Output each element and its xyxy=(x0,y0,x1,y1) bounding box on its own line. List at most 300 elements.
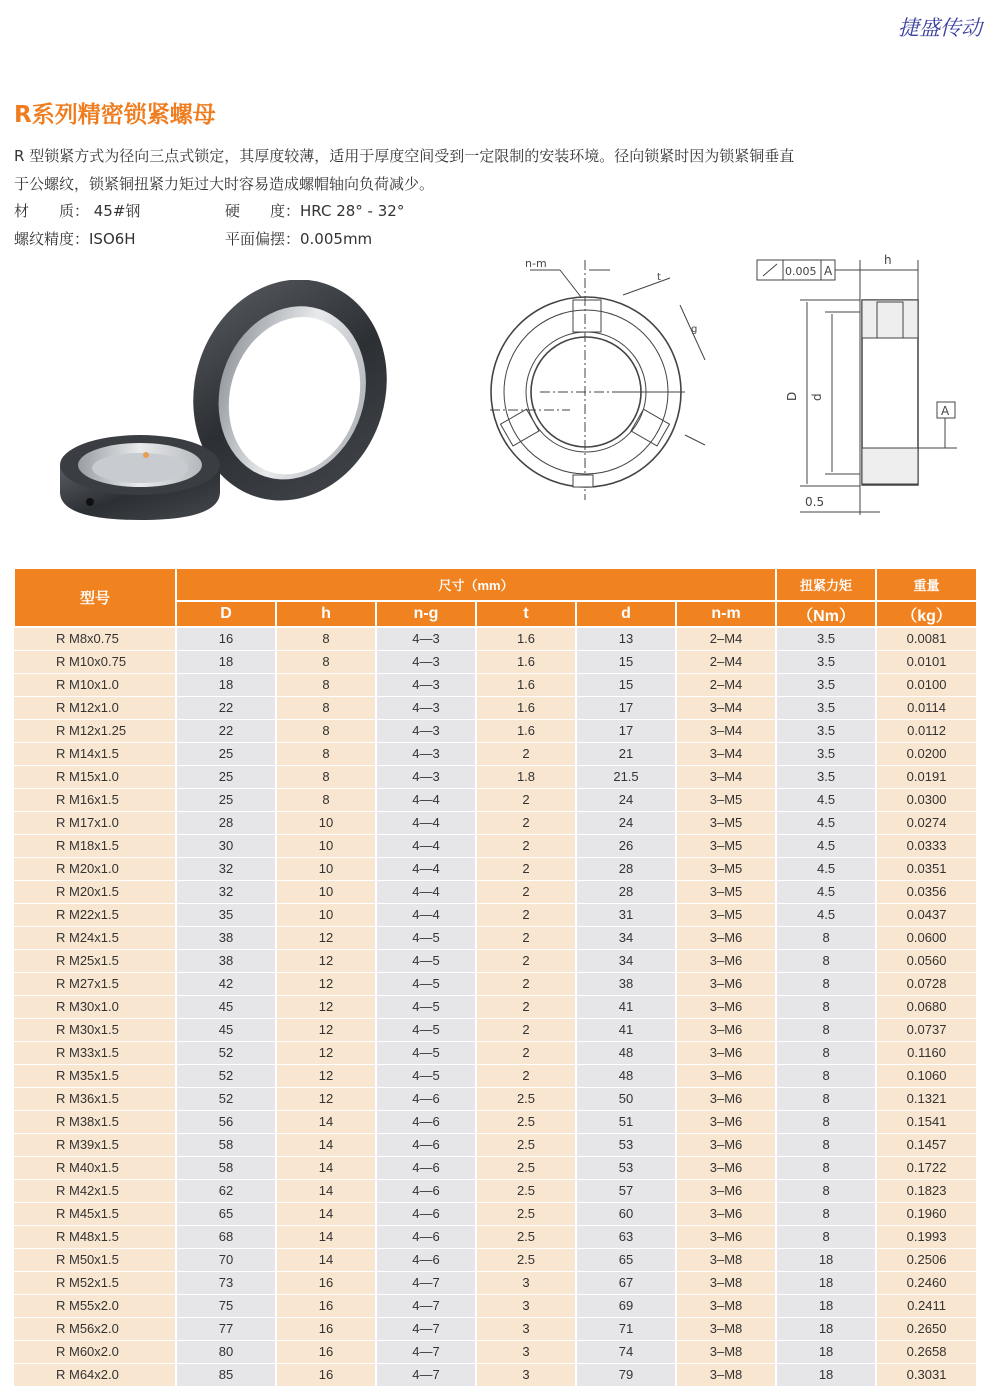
cell-t: 2.5 xyxy=(476,1156,576,1179)
cell-weight: 0.0081 xyxy=(876,627,977,650)
cell-torque: 8 xyxy=(776,1018,876,1041)
cell-d: 31 xyxy=(576,903,676,926)
cell-model: R M55x2.0 xyxy=(14,1294,176,1317)
cell-torque: 4.5 xyxy=(776,857,876,880)
cell-h: 8 xyxy=(276,788,376,811)
cell-h: 12 xyxy=(276,949,376,972)
label-g: g xyxy=(691,324,698,335)
cell-weight: 0.1993 xyxy=(876,1225,977,1248)
cell-d: 28 xyxy=(576,880,676,903)
table-row xyxy=(14,1133,977,1156)
cell-t: 3 xyxy=(476,1271,576,1294)
cell-h: 12 xyxy=(276,926,376,949)
cell-d: 51 xyxy=(576,1110,676,1133)
cell-model: R M35x1.5 xyxy=(14,1064,176,1087)
cell-D: 18 xyxy=(176,673,276,696)
cell-ng: 4—6 xyxy=(376,1202,476,1225)
cell-h: 12 xyxy=(276,1041,376,1064)
cell-torque: 8 xyxy=(776,972,876,995)
cell-ng: 4—4 xyxy=(376,788,476,811)
cell-torque: 3.5 xyxy=(776,742,876,765)
cell-d: 13 xyxy=(576,627,676,650)
cell-torque: 8 xyxy=(776,1202,876,1225)
cell-model: R M14x1.5 xyxy=(14,742,176,765)
cell-ng: 4—3 xyxy=(376,742,476,765)
cell-ng: 4—5 xyxy=(376,1064,476,1087)
cell-t: 2 xyxy=(476,834,576,857)
cell-ng: 4—4 xyxy=(376,811,476,834)
table-body xyxy=(14,627,977,1386)
cell-torque: 8 xyxy=(776,1179,876,1202)
header-model: 型号 xyxy=(14,568,176,627)
cell-model: R M12x1.0 xyxy=(14,696,176,719)
cell-D: 45 xyxy=(176,995,276,1018)
cell-nm: 2–M4 xyxy=(676,650,776,673)
cell-weight: 0.0100 xyxy=(876,673,977,696)
cell-weight: 0.0680 xyxy=(876,995,977,1018)
brand-logo-text: 捷盛传动 xyxy=(898,16,982,40)
cell-ng: 4—3 xyxy=(376,696,476,719)
table-row xyxy=(14,696,977,719)
cell-t: 3 xyxy=(476,1340,576,1363)
cell-t: 1.6 xyxy=(476,696,576,719)
cell-model: R M8x0.75 xyxy=(14,627,176,650)
cell-model: R M56x2.0 xyxy=(14,1317,176,1340)
cell-torque: 4.5 xyxy=(776,834,876,857)
cell-h: 12 xyxy=(276,995,376,1018)
cell-weight: 0.0274 xyxy=(876,811,977,834)
cell-d: 50 xyxy=(576,1087,676,1110)
cell-D: 32 xyxy=(176,857,276,880)
header-nm: n-m xyxy=(676,601,776,627)
cell-nm: 3–M6 xyxy=(676,1179,776,1202)
cell-weight: 0.0200 xyxy=(876,742,977,765)
cell-D: 75 xyxy=(176,1294,276,1317)
cell-d: 79 xyxy=(576,1363,676,1386)
cell-model: R M64x2.0 xyxy=(14,1363,176,1386)
header-ng: n-g xyxy=(376,601,476,627)
table-row xyxy=(14,788,977,811)
cell-ng: 4—6 xyxy=(376,1087,476,1110)
cell-nm: 3–M8 xyxy=(676,1248,776,1271)
label-nm: n-m xyxy=(525,257,547,270)
table-row xyxy=(14,926,977,949)
cell-d: 24 xyxy=(576,788,676,811)
description-line-2: 于公螺纹，锁紧铜扭紧力矩过大时容易造成螺帽轴向负荷减少。 xyxy=(14,175,435,193)
cell-d: 48 xyxy=(576,1041,676,1064)
cell-weight: 0.1722 xyxy=(876,1156,977,1179)
cell-h: 8 xyxy=(276,650,376,673)
cell-ng: 4—6 xyxy=(376,1110,476,1133)
cell-weight: 0.2411 xyxy=(876,1294,977,1317)
table-row xyxy=(14,627,977,650)
cell-nm: 3–M8 xyxy=(676,1340,776,1363)
table-row xyxy=(14,765,977,788)
cell-h: 14 xyxy=(276,1179,376,1202)
table-row xyxy=(14,1248,977,1271)
cell-t: 2.5 xyxy=(476,1087,576,1110)
cell-nm: 2–M4 xyxy=(676,627,776,650)
header-weight: 重量 xyxy=(876,568,977,601)
table-row xyxy=(14,1018,977,1041)
cell-torque: 8 xyxy=(776,995,876,1018)
cell-h: 8 xyxy=(276,719,376,742)
spec-flatness: 平面偏摆：0.005mm xyxy=(225,230,373,248)
cell-h: 10 xyxy=(276,834,376,857)
label-t: t xyxy=(657,272,661,283)
table-row xyxy=(14,1317,977,1340)
cell-model: R M10x0.75 xyxy=(14,650,176,673)
cell-weight: 0.1541 xyxy=(876,1110,977,1133)
cell-D: 45 xyxy=(176,1018,276,1041)
cell-h: 12 xyxy=(276,1018,376,1041)
cell-h: 8 xyxy=(276,627,376,650)
cell-weight: 0.0191 xyxy=(876,765,977,788)
table-row xyxy=(14,1064,977,1087)
cell-t: 2 xyxy=(476,880,576,903)
cell-weight: 0.0351 xyxy=(876,857,977,880)
table-row xyxy=(14,995,977,1018)
table-row xyxy=(14,834,977,857)
cell-D: 16 xyxy=(176,627,276,650)
cell-weight: 0.0600 xyxy=(876,926,977,949)
cell-ng: 4—3 xyxy=(376,673,476,696)
cell-t: 2.5 xyxy=(476,1225,576,1248)
table-row xyxy=(14,903,977,926)
header-torque-unit: （Nm） xyxy=(776,601,876,627)
front-view-drawing xyxy=(485,250,730,510)
cell-torque: 8 xyxy=(776,1133,876,1156)
cell-D: 28 xyxy=(176,811,276,834)
cell-torque: 3.5 xyxy=(776,696,876,719)
label-datum-a: A xyxy=(824,264,833,278)
cell-ng: 4—3 xyxy=(376,650,476,673)
cell-D: 22 xyxy=(176,696,276,719)
cell-h: 8 xyxy=(276,742,376,765)
description xyxy=(14,142,914,198)
cell-model: R M20x1.0 xyxy=(14,857,176,880)
label-datum-a-2: A xyxy=(941,404,950,418)
cell-weight: 0.0112 xyxy=(876,719,977,742)
cell-model: R M18x1.5 xyxy=(14,834,176,857)
cell-h: 16 xyxy=(276,1317,376,1340)
cell-nm: 3–M6 xyxy=(676,995,776,1018)
cell-nm: 3–M8 xyxy=(676,1271,776,1294)
cell-nm: 3–M5 xyxy=(676,880,776,903)
spec-row-1 xyxy=(14,200,405,221)
cell-h: 14 xyxy=(276,1110,376,1133)
cell-d: 21.5 xyxy=(576,765,676,788)
cell-model: R M20x1.5 xyxy=(14,880,176,903)
table-row xyxy=(14,880,977,903)
cell-nm: 3–M8 xyxy=(676,1317,776,1340)
cell-torque: 3.5 xyxy=(776,765,876,788)
cell-h: 12 xyxy=(276,972,376,995)
spec-hardness: 硬 度：HRC 28° - 32° xyxy=(225,202,405,220)
cell-D: 73 xyxy=(176,1271,276,1294)
cell-d: 74 xyxy=(576,1340,676,1363)
cell-D: 85 xyxy=(176,1363,276,1386)
cell-d: 41 xyxy=(576,995,676,1018)
cell-model: R M45x1.5 xyxy=(14,1202,176,1225)
cell-D: 62 xyxy=(176,1179,276,1202)
cell-torque: 4.5 xyxy=(776,811,876,834)
cell-weight: 0.1060 xyxy=(876,1064,977,1087)
cell-h: 10 xyxy=(276,857,376,880)
cell-nm: 3–M5 xyxy=(676,857,776,880)
table-row xyxy=(14,742,977,765)
cell-D: 58 xyxy=(176,1133,276,1156)
cell-d: 69 xyxy=(576,1294,676,1317)
cell-t: 3 xyxy=(476,1363,576,1386)
cell-ng: 4—5 xyxy=(376,1041,476,1064)
cell-weight: 0.0737 xyxy=(876,1018,977,1041)
cell-d: 60 xyxy=(576,1202,676,1225)
table-row xyxy=(14,719,977,742)
cell-h: 10 xyxy=(276,903,376,926)
cell-model: R M17x1.0 xyxy=(14,811,176,834)
cell-h: 14 xyxy=(276,1225,376,1248)
cell-weight: 0.1160 xyxy=(876,1041,977,1064)
cell-t: 2 xyxy=(476,857,576,880)
cell-torque: 8 xyxy=(776,1225,876,1248)
table-row xyxy=(14,949,977,972)
flat-nut xyxy=(60,435,220,520)
cell-nm: 3–M4 xyxy=(676,765,776,788)
label-h: h xyxy=(884,253,892,267)
cell-t: 2 xyxy=(476,949,576,972)
cell-weight: 0.0300 xyxy=(876,788,977,811)
cell-nm: 3–M5 xyxy=(676,834,776,857)
header-weight-unit: （kg） xyxy=(876,601,977,627)
cell-torque: 8 xyxy=(776,1156,876,1179)
cell-h: 16 xyxy=(276,1363,376,1386)
cell-D: 52 xyxy=(176,1064,276,1087)
cell-D: 52 xyxy=(176,1087,276,1110)
cell-model: R M12x1.25 xyxy=(14,719,176,742)
table-row xyxy=(14,1340,977,1363)
cell-ng: 4—5 xyxy=(376,1018,476,1041)
cell-D: 25 xyxy=(176,742,276,765)
cell-ng: 4—4 xyxy=(376,857,476,880)
cell-D: 52 xyxy=(176,1041,276,1064)
cell-weight: 0.2658 xyxy=(876,1340,977,1363)
cell-torque: 4.5 xyxy=(776,903,876,926)
cell-t: 1.8 xyxy=(476,765,576,788)
cell-nm: 3–M6 xyxy=(676,972,776,995)
cell-ng: 4—7 xyxy=(376,1340,476,1363)
description-line-1: R 型锁紧方式为径向三点式锁定，其厚度较薄，适用于厚度空间受到一定限制的安装环境。径向锁紧时因为锁紧铜垂直 xyxy=(14,147,795,165)
cell-h: 16 xyxy=(276,1340,376,1363)
cell-D: 38 xyxy=(176,926,276,949)
cell-d: 67 xyxy=(576,1271,676,1294)
cell-t: 2 xyxy=(476,788,576,811)
page-title: R系列精密锁紧螺母 xyxy=(14,102,216,128)
cell-nm: 3–M6 xyxy=(676,1018,776,1041)
cell-ng: 4—7 xyxy=(376,1294,476,1317)
cell-d: 28 xyxy=(576,857,676,880)
cell-D: 18 xyxy=(176,650,276,673)
cell-t: 2 xyxy=(476,742,576,765)
cell-weight: 0.0356 xyxy=(876,880,977,903)
cell-t: 2.5 xyxy=(476,1179,576,1202)
label-D: D xyxy=(785,391,799,401)
cell-d: 26 xyxy=(576,834,676,857)
cell-model: R M33x1.5 xyxy=(14,1041,176,1064)
spec-material: 材 质： 45#钢 xyxy=(14,202,141,220)
cell-nm: 3–M4 xyxy=(676,696,776,719)
cell-torque: 18 xyxy=(776,1271,876,1294)
spec-table xyxy=(13,567,978,1387)
cell-ng: 4—3 xyxy=(376,719,476,742)
cell-h: 12 xyxy=(276,1064,376,1087)
cell-torque: 8 xyxy=(776,949,876,972)
cell-weight: 0.0728 xyxy=(876,972,977,995)
cell-torque: 8 xyxy=(776,1064,876,1087)
product-photo xyxy=(50,280,400,525)
cell-d: 71 xyxy=(576,1317,676,1340)
cell-d: 34 xyxy=(576,926,676,949)
cell-d: 53 xyxy=(576,1156,676,1179)
cell-model: R M22x1.5 xyxy=(14,903,176,926)
cell-d: 17 xyxy=(576,719,676,742)
cell-model: R M40x1.5 xyxy=(14,1156,176,1179)
cell-nm: 2–M4 xyxy=(676,673,776,696)
cell-ng: 4—6 xyxy=(376,1133,476,1156)
cell-D: 25 xyxy=(176,788,276,811)
table-row xyxy=(14,1202,977,1225)
header-h: h xyxy=(276,601,376,627)
cell-nm: 3–M6 xyxy=(676,1202,776,1225)
cell-d: 57 xyxy=(576,1179,676,1202)
cell-h: 8 xyxy=(276,696,376,719)
cell-torque: 18 xyxy=(776,1294,876,1317)
cell-nm: 3–M8 xyxy=(676,1363,776,1386)
cell-D: 68 xyxy=(176,1225,276,1248)
cell-nm: 3–M6 xyxy=(676,1087,776,1110)
cell-D: 25 xyxy=(176,765,276,788)
cell-weight: 0.1960 xyxy=(876,1202,977,1225)
cell-D: 80 xyxy=(176,1340,276,1363)
cell-torque: 3.5 xyxy=(776,719,876,742)
cell-t: 2 xyxy=(476,1064,576,1087)
cell-t: 2.5 xyxy=(476,1110,576,1133)
cell-weight: 0.0560 xyxy=(876,949,977,972)
cell-weight: 0.0114 xyxy=(876,696,977,719)
cell-t: 2.5 xyxy=(476,1202,576,1225)
cell-model: R M10x1.0 xyxy=(14,673,176,696)
cell-weight: 0.2460 xyxy=(876,1271,977,1294)
cell-ng: 4—5 xyxy=(376,949,476,972)
cell-nm: 3–M6 xyxy=(676,1156,776,1179)
cell-d: 48 xyxy=(576,1064,676,1087)
cell-model: R M15x1.0 xyxy=(14,765,176,788)
table-row xyxy=(14,673,977,696)
table-row xyxy=(14,972,977,995)
cell-D: 77 xyxy=(176,1317,276,1340)
cell-torque: 4.5 xyxy=(776,880,876,903)
table-row xyxy=(14,1271,977,1294)
cell-model: R M16x1.5 xyxy=(14,788,176,811)
table-row xyxy=(14,1041,977,1064)
cell-t: 1.6 xyxy=(476,719,576,742)
cell-ng: 4—7 xyxy=(376,1363,476,1386)
table-row xyxy=(14,857,977,880)
cell-h: 14 xyxy=(276,1248,376,1271)
cell-d: 17 xyxy=(576,696,676,719)
spec-thread-precision: 螺纹精度：ISO6H xyxy=(14,230,136,248)
cell-weight: 0.1457 xyxy=(876,1133,977,1156)
cell-weight: 0.2506 xyxy=(876,1248,977,1271)
cell-nm: 3–M6 xyxy=(676,1133,776,1156)
header-D: D xyxy=(176,601,276,627)
cell-D: 70 xyxy=(176,1248,276,1271)
cell-t: 2 xyxy=(476,995,576,1018)
cell-torque: 8 xyxy=(776,1087,876,1110)
cell-model: R M42x1.5 xyxy=(14,1179,176,1202)
cell-model: R M25x1.5 xyxy=(14,949,176,972)
table-row xyxy=(14,811,977,834)
cell-h: 10 xyxy=(276,811,376,834)
cell-torque: 3.5 xyxy=(776,650,876,673)
cell-nm: 3–M5 xyxy=(676,788,776,811)
cell-t: 2 xyxy=(476,972,576,995)
cell-D: 58 xyxy=(176,1156,276,1179)
cell-h: 8 xyxy=(276,673,376,696)
cell-t: 3 xyxy=(476,1294,576,1317)
cell-model: R M27x1.5 xyxy=(14,972,176,995)
cell-model: R M30x1.0 xyxy=(14,995,176,1018)
cell-nm: 3–M5 xyxy=(676,811,776,834)
cell-ng: 4—6 xyxy=(376,1248,476,1271)
cell-torque: 18 xyxy=(776,1317,876,1340)
cell-D: 35 xyxy=(176,903,276,926)
cell-h: 12 xyxy=(276,1087,376,1110)
cell-D: 65 xyxy=(176,1202,276,1225)
table-row xyxy=(14,1110,977,1133)
cell-h: 16 xyxy=(276,1271,376,1294)
header-d: d xyxy=(576,601,676,627)
cell-d: 24 xyxy=(576,811,676,834)
cell-model: R M36x1.5 xyxy=(14,1087,176,1110)
table-row xyxy=(14,1363,977,1386)
cell-ng: 4—7 xyxy=(376,1317,476,1340)
table-row xyxy=(14,1225,977,1248)
cell-model: R M50x1.5 xyxy=(14,1248,176,1271)
header-dimensions: 尺寸（mm） xyxy=(176,568,776,601)
cell-h: 10 xyxy=(276,880,376,903)
cell-t: 1.6 xyxy=(476,650,576,673)
cell-torque: 18 xyxy=(776,1248,876,1271)
cell-h: 14 xyxy=(276,1133,376,1156)
cell-D: 56 xyxy=(176,1110,276,1133)
table-row xyxy=(14,1179,977,1202)
cell-torque: 3.5 xyxy=(776,627,876,650)
cell-ng: 4—5 xyxy=(376,972,476,995)
cell-d: 41 xyxy=(576,1018,676,1041)
cell-t: 2.5 xyxy=(476,1133,576,1156)
cell-model: R M52x1.5 xyxy=(14,1271,176,1294)
cell-d: 15 xyxy=(576,650,676,673)
cell-t: 2 xyxy=(476,1018,576,1041)
cell-nm: 3–M5 xyxy=(676,903,776,926)
cell-h: 8 xyxy=(276,765,376,788)
cell-t: 2.5 xyxy=(476,1248,576,1271)
label-05: 0.5 xyxy=(805,495,825,509)
cell-weight: 0.0437 xyxy=(876,903,977,926)
cell-D: 22 xyxy=(176,719,276,742)
cell-torque: 8 xyxy=(776,926,876,949)
